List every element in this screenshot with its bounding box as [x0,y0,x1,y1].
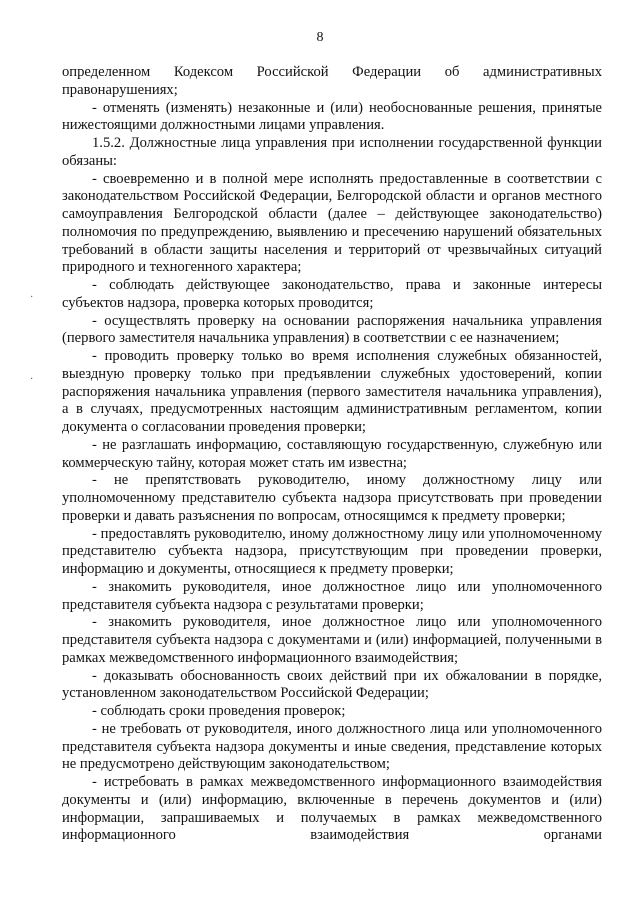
paragraph-duty-no-excess-demands: - не требовать от руководителя, иного должностного лица или уполномоченного представителя субъекта надзора документы и иные сведения, представление которых не предусмотрено действующим законодательством; [62,720,602,773]
paragraph-section-1-5-2: 1.5.2. Должностные лица управления при исполнении государственной функции обязаны: [62,135,602,169]
page-number: 8 [316,30,324,45]
paragraph-duty-confidentiality: - не разглашать информацию, составляющую государственную, служебную или коммерческую тайну, которая может стать им известна; [62,436,602,471]
paragraph-duty-acquaint-documents: - знакомить руководителя, иное должностное лицо или уполномоченного представителя субъекта надзора с документами и (или) информацией, полученными в рамках межведомственного информационного взаимодействия; [62,614,602,666]
paragraph-duty-no-obstruction: - не препятствовать руководителю, иному должностному лицу или уполномоченному представителю субъекта надзора присутствовать при проведении проверки и давать разъяснения по вопросам, относящимся к предмету проверки; [62,472,602,524]
paragraph-cancel-decisions: - отменять (изменять) незаконные и (или) необоснованные решения, принятые нижестоящими должностными лицами управления. [62,99,602,134]
paragraph-duty-provide-info: - предоставлять руководителю, иному должностному лицу или уполномоченному представителю субъекта надзора, присутствующим при проведении проверки, информацию и документы, относящиеся к предмету проверки; [62,525,602,577]
paragraph-duty-deadlines: - соблюдать сроки проведения проверок; [92,703,346,719]
paragraph-duty-comply-law: - соблюдать действующее законодательство, права и законные интересы субъектов надзора, проверка которых проводится; [62,277,602,311]
paragraph-duty-powers: - своевременно и в полной мере исполнять предоставленные в соответствии с законодательством Российской Федерации, Белгородской области и органов местного самоуправления Белгородской области (далее – действующее законодательство) полномочия по предупреждению, выявлению и пресечению нарушений обязательных требований в области защиты населения и территорий от чрезвычайных ситуаций природного и техногенного характера; [62,170,602,276]
scan-mark: · [30,374,34,385]
paragraph-duty-acquaint-results: - знакомить руководителя, иное должностное лицо или уполномоченного представителя субъекта надзора с результатами проверки; [62,578,602,613]
paragraph-duty-justify-actions: - доказывать обоснованность своих действий при их обжаловании в порядке, установленном законодательством Российской Федерации; [62,667,602,702]
document-body [62,64,602,845]
paragraph-duty-request-interagency: - истребовать в рамках межведомственного информационного взаимодействия документы и (или) информацию, включенные в перечень документов и (или) информации, запрашиваемых и получаемых в рамках межведомственного информационного взаимодействия органами [62,774,602,844]
paragraph-continuation: определенном Кодексом Российской Федерации об административных правонарушениях; [62,64,602,98]
paragraph-duty-inspection-basis: - осуществлять проверку на основании распоряжения начальника управления (первого заместителя начальника управления) в соответствии с ее назначением; [62,312,602,347]
scan-mark: · [30,292,34,303]
paragraph-duty-inspection-time: - проводить проверку только во время исполнения служебных обязанностей, выездную проверку только при предъявлении служебных удостоверений, копии распоряжения начальника управления (первого заместителя начальника управления), а в случаях, предусмотренных настоящим административным регламентом, копии документа о согласовании проведения проверки; [62,348,602,435]
